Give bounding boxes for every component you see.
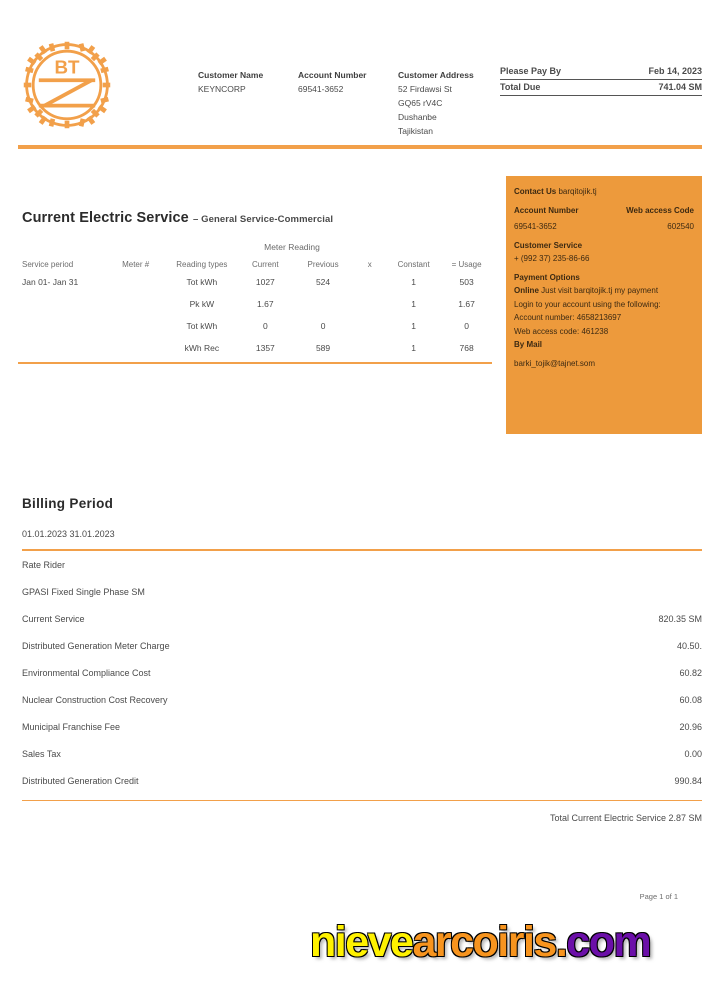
col-previous: Previous [307,260,339,269]
table-row [22,293,492,315]
section-title-main: Current Electric Service [22,210,189,226]
cell-usage: 0 [464,321,469,331]
cell-multiplier [353,315,386,337]
customer-service-label: Customer Service [514,240,583,250]
line-item-amount: 60.08 [679,694,702,705]
cell-type: Tot kWh [186,321,218,331]
line-item-amount: 820.35 SM [658,613,702,624]
account-number-value: 69541-3652 [298,84,344,94]
watermark-part-3: com [566,918,651,966]
col-usage: = Usage [451,260,482,269]
total-due-row [500,80,702,96]
cell-previous: 524 [315,277,331,287]
customer-address-col [398,68,508,138]
billing-line-item [22,767,702,794]
total-due-value: 741.04 SM [658,82,702,92]
contact-us-label: Contact Us [514,187,557,196]
customer-name-value: KEYNCORP [198,84,246,94]
svg-text:BT: BT [54,56,80,78]
billing-period-title: Billing Period [22,496,114,511]
cell-previous [293,293,354,315]
table-row [22,315,492,337]
cell-current: 1027 [255,277,275,287]
cell-usage: 768 [459,343,474,353]
login-web-access-code: Web access code: 461238 [514,326,609,336]
cell-service-period [22,293,106,315]
current-electric-service-section [22,210,492,359]
cell-constant: 1 [411,277,417,287]
watermark [310,918,650,967]
line-item-label: Sales Tax [22,748,61,759]
table-row [22,271,492,293]
col-reading-types: Reading types [176,260,228,269]
cell-usage: 1.67 [458,299,475,309]
billing-line-item [22,713,702,740]
account-web-labels [514,205,694,218]
cell-multiplier [353,293,386,315]
billing-line-item [22,686,702,713]
billing-divider-bottom [22,800,702,802]
rate-rider-row [22,551,702,578]
table-header-row [22,258,492,271]
customer-name-col [198,68,298,138]
pay-by-row [500,64,702,80]
cell-multiplier [353,337,386,359]
pay-by-label: Please Pay By [500,66,562,76]
meter-reading-label: Meter Reading [264,242,320,252]
cell-constant: 1 [411,321,417,331]
mail-email[interactable]: barki_tojik@tajnet.som [514,358,596,368]
cell-constant: 1 [411,299,417,309]
address-line-4: Tajikistan [398,126,433,136]
cell-service-period [22,337,106,359]
cell-previous: 0 [320,321,326,331]
customer-service-phone: + (992 37) 235-86-66 [514,254,590,263]
cell-previous: 589 [315,343,331,353]
line-item-amount: 40.50. [676,640,702,651]
total-current-electric-service: Total Current Electric Service 2.87 SM [549,813,702,824]
online-label: Online [514,286,539,295]
address-line-2: GQ65 rV4C [398,98,443,108]
header-divider [18,145,702,149]
account-number-col [298,68,398,138]
line-item-label: Distributed Generation Meter Charge [22,640,170,651]
col-current: Current [251,260,279,269]
cell-current: 0 [262,321,268,331]
section-title [22,210,492,226]
watermark-part-2: arcoiris. [412,918,567,966]
cell-type: Tot kWh [186,277,218,287]
line-item-amount: 0.00 [684,748,702,759]
cell-service-period [22,315,106,337]
contact-us-box [506,176,702,434]
col-multiplier: x [367,260,372,269]
account-web-values [514,221,694,234]
account-number-label: Account Number [298,70,367,80]
col-service-period: Service period [22,260,74,269]
cell-service-period: Jan 01- Jan 31 [22,277,79,287]
meter-table-divider [18,362,492,364]
line-item-label: Nuclear Construction Cost Recovery [22,694,168,705]
billing-line-item [22,632,702,659]
watermark-part-1: nieve [310,918,413,966]
pay-by-value: Feb 14, 2023 [648,66,702,76]
contact-account-number-value: 69541-3652 [514,222,557,231]
cell-usage: 503 [459,277,474,287]
login-instructions: Login to your account using the following: [514,299,661,309]
billing-period-section [22,496,702,823]
total-due-label: Total Due [500,82,541,92]
address-line-1: 52 Firdawsi St [398,84,452,94]
table-row [22,337,492,359]
cell-type: Pk kW [189,299,215,309]
contact-web-access-code-label: Web access Code [626,205,694,215]
line-item-label: Distributed Generation Credit [22,775,139,786]
cell-meter [106,271,166,293]
page-number: Page 1 of 1 [639,892,678,901]
line-item-label: Municipal Franchise Fee [22,721,121,732]
cell-current: 1357 [255,343,275,353]
online-text: Just visit barqitojik.tj my payment [541,286,659,295]
payment-summary [500,64,702,96]
contact-us-row [514,186,694,199]
line-item-amount: 20.96 [679,721,702,732]
customer-info [198,68,508,138]
customer-address-label: Customer Address [398,70,474,80]
address-line-3: Dushanbe [398,112,437,122]
payment-options-label: Payment Options [514,272,580,282]
by-mail-label: By Mail [514,340,543,349]
billing-line-item [22,659,702,686]
login-account-number: Account number: 4658213697 [514,313,622,322]
cell-current: 1.67 [257,299,274,309]
billing-period-dates: 01.01.2023 31.01.2023 [22,529,115,539]
cell-meter [106,337,166,359]
contact-us-website[interactable]: barqitojik.tj [558,187,597,196]
customer-name-label: Customer Name [198,70,264,80]
contact-account-number-label: Account Number [514,205,579,215]
line-item-label: Current Service [22,613,85,624]
line-item-amount: 990.84 [674,775,702,786]
online-payment-row [514,285,694,298]
section-title-sub: – General Service-Commercial [192,214,334,225]
rate-rider-label: Rate Rider [22,559,66,570]
col-constant: Constant [397,260,430,269]
line-item-label: Environmental Compliance Cost [22,667,151,678]
contact-web-access-code-value: 602540 [667,222,694,231]
billing-line-item [22,605,702,632]
rate-plan-row [22,578,702,605]
cell-type: kWh Rec [184,343,220,353]
meter-reading-table [22,258,492,359]
cell-multiplier [353,271,386,293]
cell-constant: 1 [411,343,417,353]
cell-meter [106,315,166,337]
document-header [0,32,720,142]
rate-plan-label: GPASI Fixed Single Phase SM [22,586,145,597]
company-logo-icon [20,38,114,132]
billing-line-item [22,740,702,767]
cell-meter [106,293,166,315]
line-item-amount: 60.82 [679,667,702,678]
col-meter-number: Meter # [122,260,150,269]
